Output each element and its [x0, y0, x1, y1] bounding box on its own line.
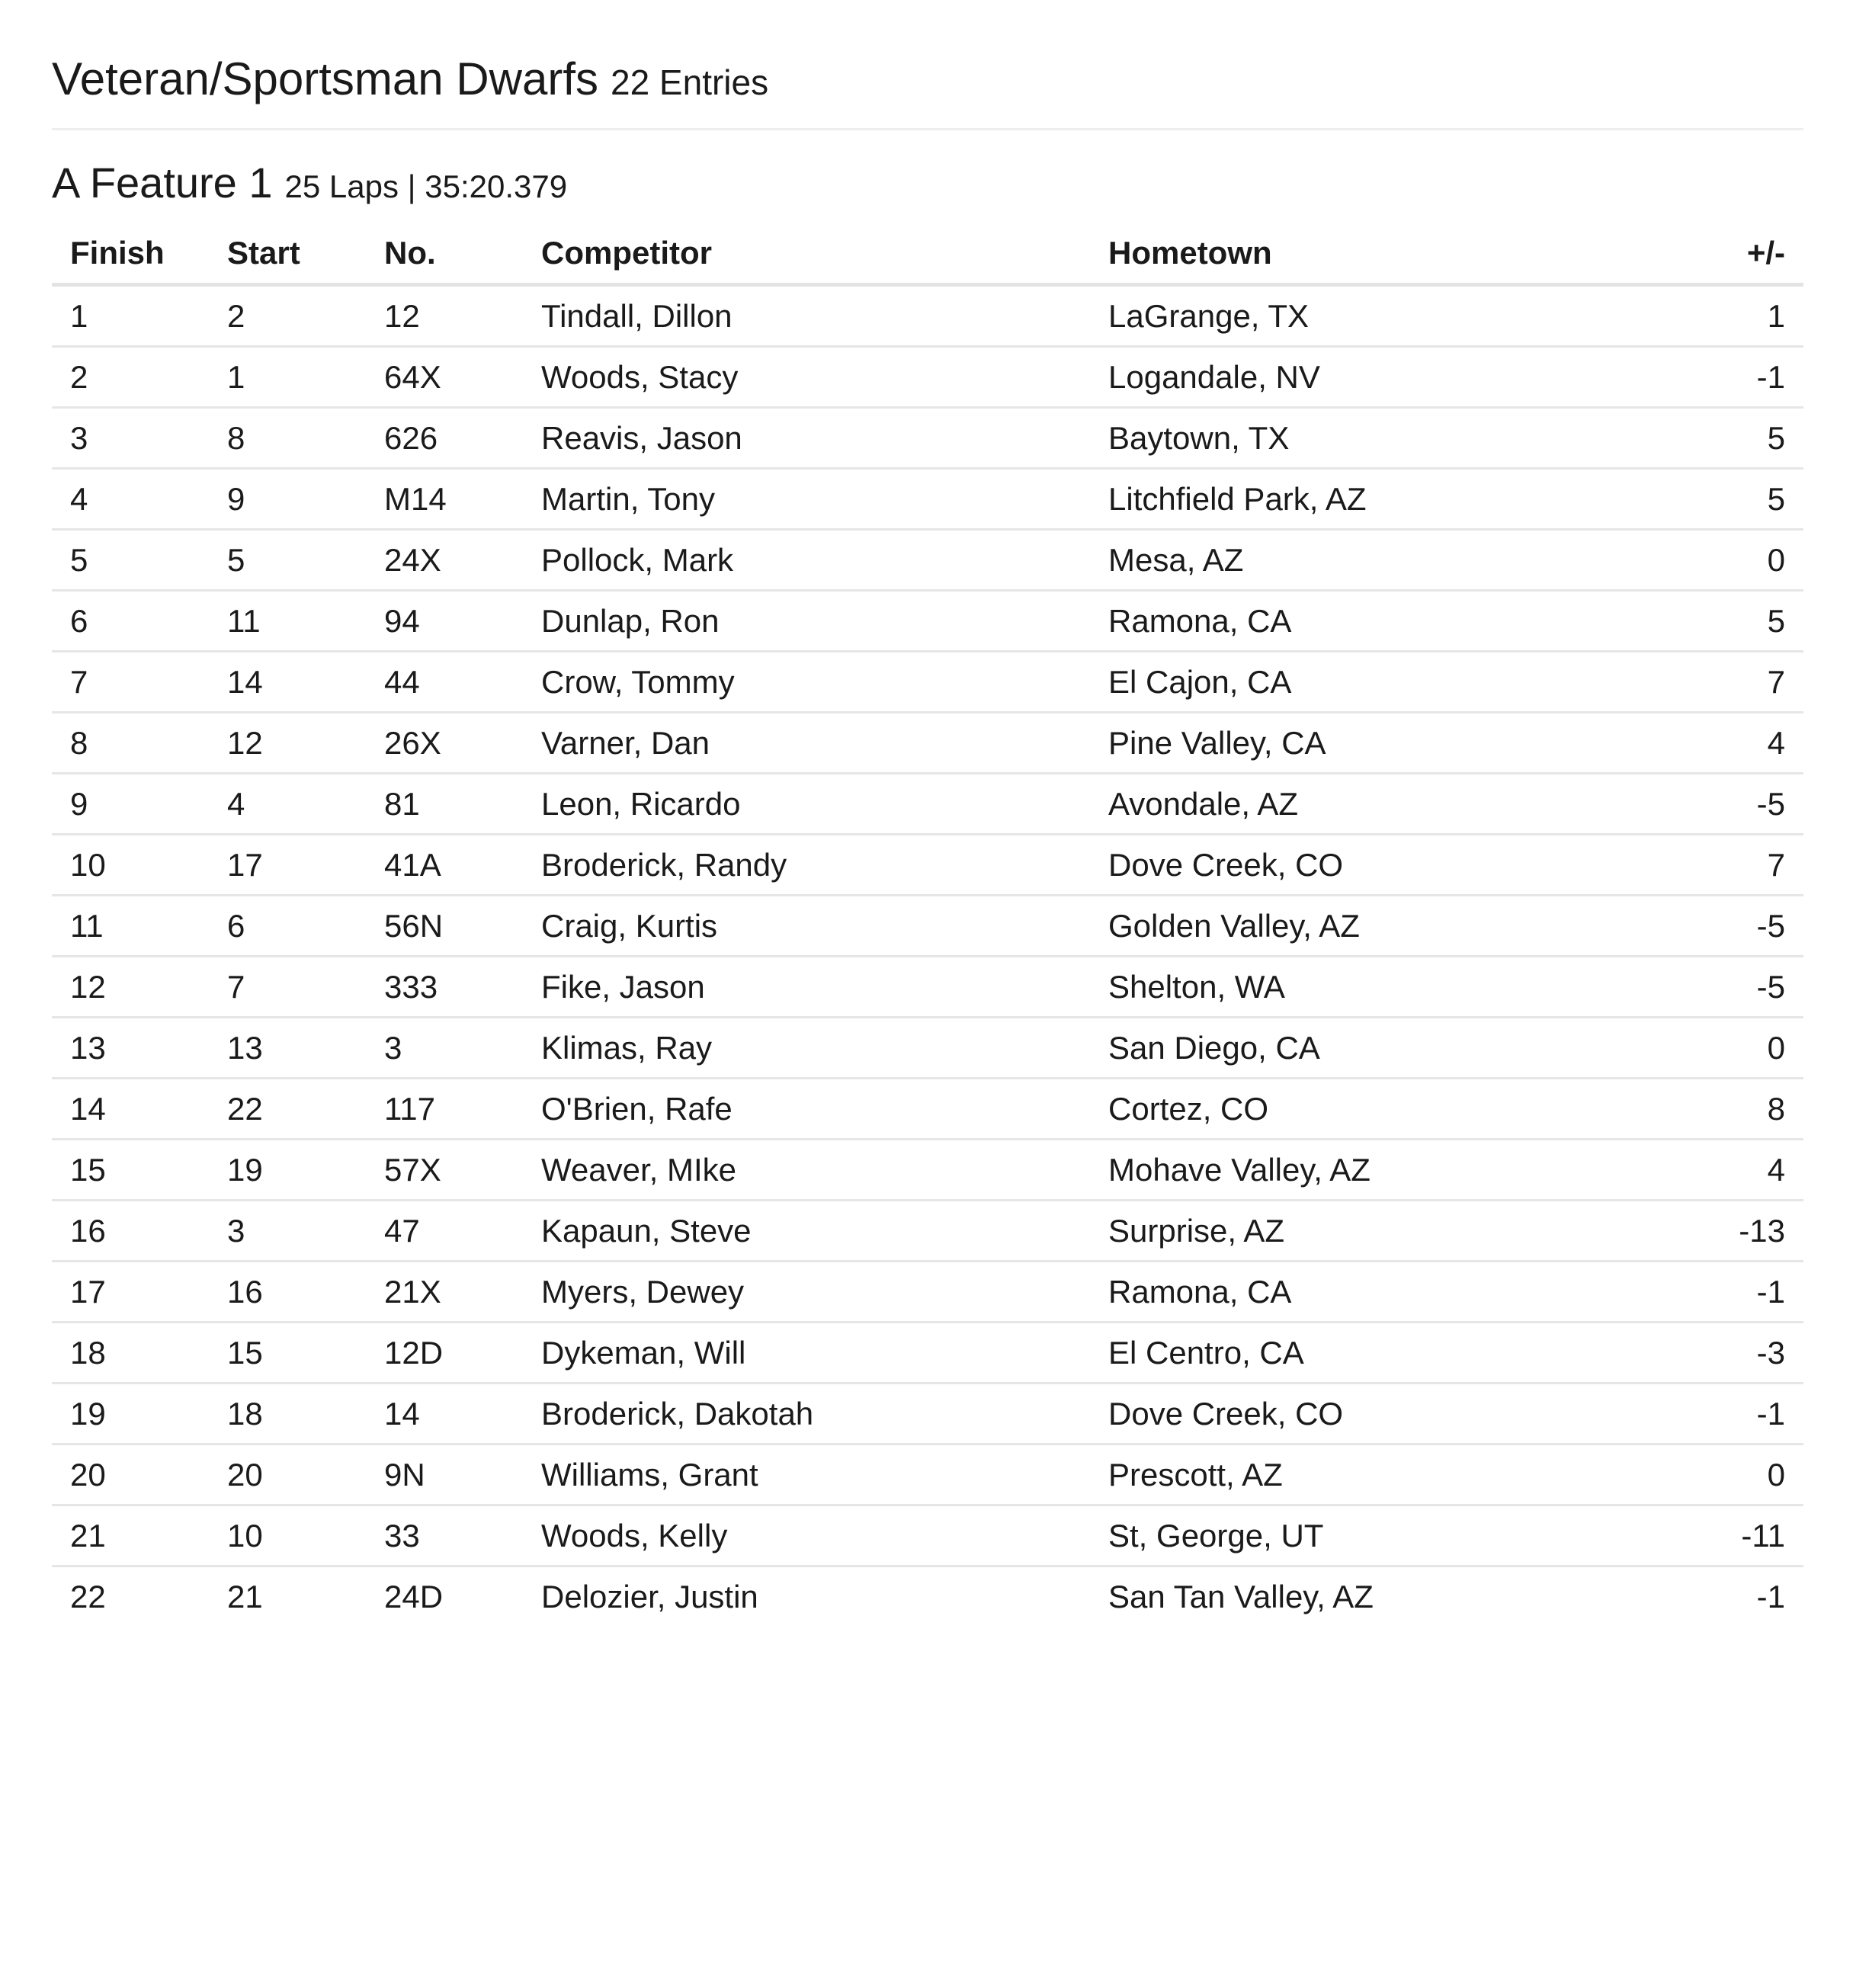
- cell-start: 13: [209, 1018, 366, 1079]
- cell-hometown: Mohave Valley, AZ: [1090, 1140, 1624, 1201]
- cell-start: 7: [209, 957, 366, 1018]
- table-row: [52, 469, 1803, 530]
- cell-start: 12: [209, 713, 366, 774]
- table-row: [52, 347, 1803, 408]
- table-row: [52, 957, 1803, 1018]
- cell-plus-minus: 5: [1624, 591, 1803, 652]
- cell-start: 8: [209, 408, 366, 469]
- cell-plus-minus: -5: [1624, 896, 1803, 957]
- header-competitor: Competitor: [523, 223, 1090, 285]
- cell-start: 22: [209, 1079, 366, 1140]
- table-row: [52, 530, 1803, 591]
- cell-hometown: Ramona, CA: [1090, 1262, 1624, 1323]
- cell-car-number: 9N: [366, 1445, 523, 1505]
- cell-plus-minus: -11: [1624, 1505, 1803, 1566]
- cell-start: 20: [209, 1445, 366, 1505]
- cell-start: 2: [209, 285, 366, 347]
- cell-finish: 1: [52, 285, 209, 347]
- table-row: [52, 774, 1803, 835]
- cell-car-number: 33: [366, 1505, 523, 1566]
- cell-competitor: Broderick, Randy: [523, 835, 1090, 896]
- cell-competitor: Broderick, Dakotah: [523, 1384, 1090, 1445]
- cell-competitor: Fike, Jason: [523, 957, 1090, 1018]
- cell-plus-minus: 4: [1624, 713, 1803, 774]
- cell-hometown: Logandale, NV: [1090, 347, 1624, 408]
- cell-start: 9: [209, 469, 366, 530]
- event-meta: 25 Laps | 35:20.379: [284, 168, 568, 204]
- cell-start: 17: [209, 835, 366, 896]
- cell-car-number: 64X: [366, 347, 523, 408]
- cell-car-number: 94: [366, 591, 523, 652]
- cell-finish: 21: [52, 1505, 209, 1566]
- cell-competitor: Williams, Grant: [523, 1445, 1090, 1505]
- cell-start: 15: [209, 1323, 366, 1384]
- cell-plus-minus: -1: [1624, 1384, 1803, 1445]
- cell-plus-minus: 0: [1624, 1445, 1803, 1505]
- table-row: [52, 591, 1803, 652]
- header-start: Start: [209, 223, 366, 285]
- cell-plus-minus: 1: [1624, 285, 1803, 347]
- cell-competitor: Woods, Kelly: [523, 1505, 1090, 1566]
- cell-competitor: Craig, Kurtis: [523, 896, 1090, 957]
- cell-plus-minus: -5: [1624, 957, 1803, 1018]
- cell-competitor: Martin, Tony: [523, 469, 1090, 530]
- table-row: [52, 1262, 1803, 1323]
- cell-finish: 15: [52, 1140, 209, 1201]
- table-row: [52, 896, 1803, 957]
- cell-finish: 20: [52, 1445, 209, 1505]
- table-row: [52, 408, 1803, 469]
- cell-start: 1: [209, 347, 366, 408]
- cell-plus-minus: -1: [1624, 347, 1803, 408]
- cell-car-number: 3: [366, 1018, 523, 1079]
- cell-hometown: LaGrange, TX: [1090, 285, 1624, 347]
- cell-finish: 7: [52, 652, 209, 713]
- table-row: [52, 1079, 1803, 1140]
- cell-finish: 16: [52, 1201, 209, 1262]
- cell-competitor: Klimas, Ray: [523, 1018, 1090, 1079]
- cell-finish: 3: [52, 408, 209, 469]
- cell-finish: 22: [70, 1578, 106, 1614]
- cell-hometown: Dove Creek, CO: [1090, 1384, 1624, 1445]
- cell-start: 5: [209, 530, 366, 591]
- cell-finish: 12: [52, 957, 209, 1018]
- header-finish: Finish: [52, 223, 209, 285]
- cell-competitor: Crow, Tommy: [523, 652, 1090, 713]
- cell-hometown: Prescott, AZ: [1090, 1445, 1624, 1505]
- cell-start: 16: [209, 1262, 366, 1323]
- cell-hometown: San Tan Valley, AZ: [1108, 1578, 1374, 1614]
- cell-car-number: 24X: [366, 530, 523, 591]
- cell-finish: 11: [52, 896, 209, 957]
- cell-car-number: 57X: [366, 1140, 523, 1201]
- cell-car-number: 117: [366, 1079, 523, 1140]
- cell-competitor: Delozier, Justin: [541, 1578, 758, 1614]
- cell-start: 18: [209, 1384, 366, 1445]
- cell-competitor: Myers, Dewey: [523, 1262, 1090, 1323]
- table-row: [52, 1505, 1803, 1566]
- cell-competitor: Dykeman, Will: [523, 1323, 1090, 1384]
- cell-plus-minus: -5: [1624, 774, 1803, 835]
- table-row: [52, 713, 1803, 774]
- cell-start: 4: [209, 774, 366, 835]
- cell-hometown: El Centro, CA: [1090, 1323, 1624, 1384]
- cell-hometown: Mesa, AZ: [1090, 530, 1624, 591]
- cell-finish: 8: [52, 713, 209, 774]
- cell-start: 14: [209, 652, 366, 713]
- cell-car-number: 47: [366, 1201, 523, 1262]
- cell-plus-minus: 4: [1624, 1140, 1803, 1201]
- cell-competitor: Pollock, Mark: [523, 530, 1090, 591]
- cell-hometown: Cortez, CO: [1090, 1079, 1624, 1140]
- cell-start: 10: [209, 1505, 366, 1566]
- cell-hometown: Ramona, CA: [1090, 591, 1624, 652]
- header-hometown: Hometown: [1090, 223, 1624, 285]
- event-header: [52, 158, 1801, 208]
- cell-competitor: Dunlap, Ron: [523, 591, 1090, 652]
- cell-competitor: Reavis, Jason: [523, 408, 1090, 469]
- cell-finish: 14: [52, 1079, 209, 1140]
- cell-car-number: 21X: [366, 1262, 523, 1323]
- cell-hometown: San Diego, CA: [1090, 1018, 1624, 1079]
- cell-plus-minus: 7: [1624, 835, 1803, 896]
- cell-hometown: Surprise, AZ: [1090, 1201, 1624, 1262]
- table-row: [52, 285, 1803, 347]
- cell-car-number: 333: [366, 957, 523, 1018]
- header-plus-minus: +/-: [1624, 223, 1803, 285]
- cell-hometown: Litchfield Park, AZ: [1090, 469, 1624, 530]
- cell-hometown: Avondale, AZ: [1090, 774, 1624, 835]
- cell-start: 21: [227, 1578, 263, 1614]
- cell-competitor: O'Brien, Rafe: [523, 1079, 1090, 1140]
- table-row: [52, 1018, 1803, 1079]
- cell-start: 19: [209, 1140, 366, 1201]
- cell-finish: 5: [52, 530, 209, 591]
- cell-plus-minus: 5: [1624, 469, 1803, 530]
- table-row: [52, 1445, 1803, 1505]
- cell-finish: 17: [52, 1262, 209, 1323]
- cell-car-number: M14: [366, 469, 523, 530]
- cell-car-number: 12: [366, 285, 523, 347]
- cell-finish: 10: [52, 835, 209, 896]
- cell-finish: 2: [52, 347, 209, 408]
- table-row: [52, 1566, 1803, 1627]
- cell-hometown: Baytown, TX: [1090, 408, 1624, 469]
- table-row: [52, 652, 1803, 713]
- cell-plus-minus: 7: [1624, 652, 1803, 713]
- cell-car-number: 56N: [366, 896, 523, 957]
- cell-car-number: 626: [366, 408, 523, 469]
- cell-start: 3: [209, 1201, 366, 1262]
- table-row: [52, 835, 1803, 896]
- cell-finish: 4: [52, 469, 209, 530]
- cell-competitor: Woods, Stacy: [523, 347, 1090, 408]
- cell-car-number: 14: [366, 1384, 523, 1445]
- class-title: Veteran/Sportsman Dwarfs: [52, 53, 598, 104]
- event-title: A Feature 1: [52, 159, 273, 207]
- header-no: No.: [366, 223, 523, 285]
- cell-start: 6: [209, 896, 366, 957]
- cell-competitor: Weaver, MIke: [523, 1140, 1090, 1201]
- cell-finish: 6: [52, 591, 209, 652]
- cell-start: 11: [209, 591, 366, 652]
- cell-car-number: 41A: [366, 835, 523, 896]
- class-header: [52, 52, 1803, 130]
- cell-hometown: Golden Valley, AZ: [1090, 896, 1624, 957]
- table-header-row: [52, 223, 1803, 285]
- cell-hometown: St, George, UT: [1090, 1505, 1624, 1566]
- cell-car-number: 12D: [366, 1323, 523, 1384]
- table-row: [52, 1384, 1803, 1445]
- cell-competitor: Varner, Dan: [523, 713, 1090, 774]
- cell-plus-minus: 0: [1624, 530, 1803, 591]
- cell-plus-minus: -13: [1624, 1201, 1803, 1262]
- cell-hometown: Dove Creek, CO: [1090, 835, 1624, 896]
- results-table: [52, 223, 1803, 1626]
- cell-finish: 19: [52, 1384, 209, 1445]
- cell-plus-minus: 0: [1624, 1018, 1803, 1079]
- cell-finish: 18: [52, 1323, 209, 1384]
- cell-finish: 9: [52, 774, 209, 835]
- cell-plus-minus: -1: [1756, 1578, 1785, 1614]
- cell-hometown: El Cajon, CA: [1090, 652, 1624, 713]
- cell-competitor: Tindall, Dillon: [523, 285, 1090, 347]
- cell-plus-minus: -3: [1624, 1323, 1803, 1384]
- cell-competitor: Kapaun, Steve: [523, 1201, 1090, 1262]
- cell-competitor: Leon, Ricardo: [523, 774, 1090, 835]
- table-row: [52, 1140, 1803, 1201]
- table-row: [52, 1201, 1803, 1262]
- results-body: [52, 285, 1803, 1627]
- cell-car-number: 81: [366, 774, 523, 835]
- cell-plus-minus: 5: [1624, 408, 1803, 469]
- cell-hometown: Pine Valley, CA: [1090, 713, 1624, 774]
- cell-car-number: 44: [366, 652, 523, 713]
- cell-finish: 13: [52, 1018, 209, 1079]
- cell-hometown: Shelton, WA: [1090, 957, 1624, 1018]
- cell-car-number: 26X: [366, 713, 523, 774]
- table-row: [52, 1323, 1803, 1384]
- cell-car-number: 24D: [384, 1578, 444, 1614]
- cell-plus-minus: -1: [1624, 1262, 1803, 1323]
- cell-plus-minus: 8: [1624, 1079, 1803, 1140]
- entries-count: 22 Entries: [610, 63, 769, 102]
